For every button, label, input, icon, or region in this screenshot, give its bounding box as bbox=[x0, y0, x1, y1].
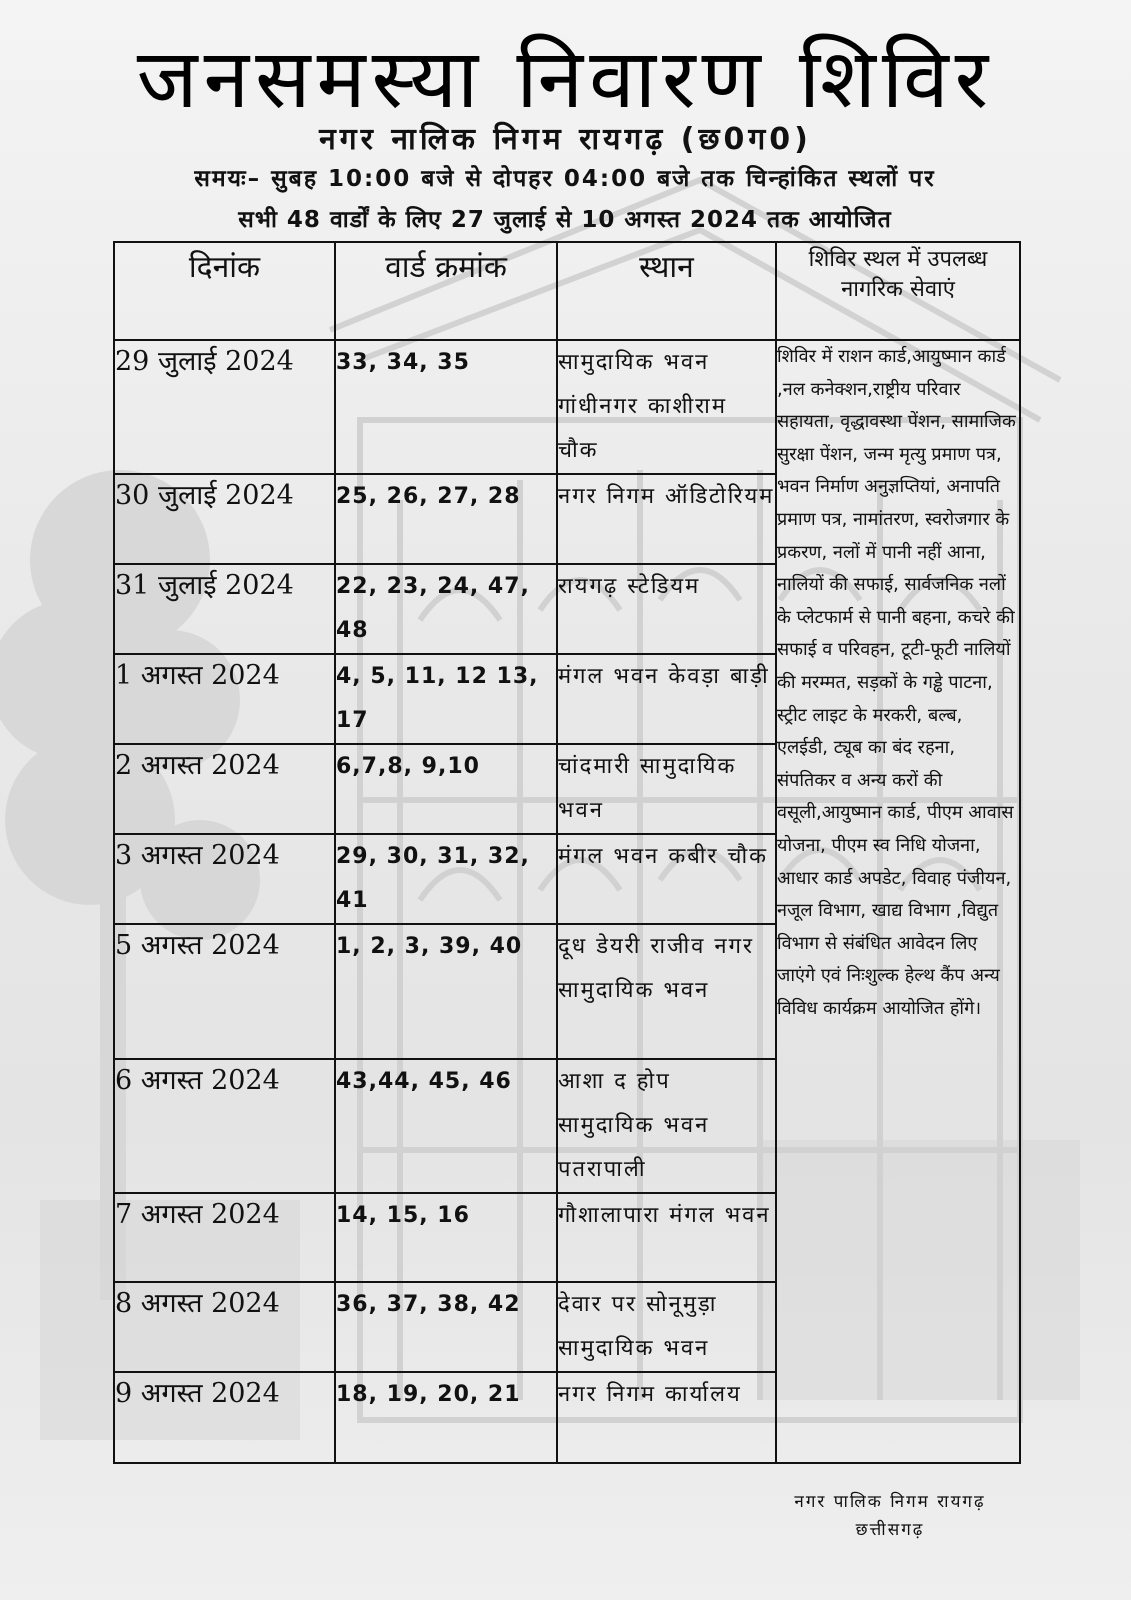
row-place: मंगल भवन केवड़ा बाड़ी bbox=[557, 654, 776, 744]
row-place: आशा द होप सामुदायिक भवन पतरापाली bbox=[557, 1059, 776, 1193]
issuer-name: नगर पालिक निगम रायगढ़ bbox=[794, 1492, 986, 1512]
timing-line: समयः– सुबह 10:00 बजे से दोपहर 04:00 बजे तक चिन्हांकित स्थलों पर bbox=[194, 166, 936, 192]
table-row bbox=[114, 340, 1020, 474]
organization-subtitle: नगर नालिक निगम रायगढ़ (छ0ग0) bbox=[319, 122, 812, 157]
row-place: सामुदायिक भवन गांधीनगर काशीराम चौक bbox=[557, 340, 776, 474]
row-wards: 43,44, 45, 46 bbox=[335, 1059, 557, 1193]
row-place: देवार पर सोनूमुड़ा सामुदायिक भवन bbox=[557, 1282, 776, 1372]
row-wards: 6,7,8, 9,10 bbox=[335, 744, 557, 834]
row-date: 5 अगस्त 2024 bbox=[114, 924, 335, 1059]
place-column-header: स्थान bbox=[557, 242, 776, 340]
services-list: शिविर में राशन कार्ड,आयुष्मान कार्ड ,नल कनेक्शन,राष्ट्रीय परिवार सहायता, वृद्धावस्था पेंशन, सामाजिक सुरक्षा पेंशन, जन्म मृत्यु प्रमाण पत्र, भवन निर्माण अनुज्ञप्तियां, अनापति प्रमाण पत्र, नामांतरण, स्वरोजगार के प्रकरण, नलों में पानी नहीं आना, नालियों की सफाई, सार्वजनिक नलों के प्लेटफार्म से पानी बहना, कचरे की सफाई व परिवहन, टूटी-फूटी नालियों की मरम्मत, सड़कों के गड्ढे पाटना, स्ट्रीट लाइट के मरकरी, बल्ब, एलईडी, ट्यूब का बंद रहना, संपतिकर व अन्य करों की वसूली,आयुष्मान कार्ड, पीएम आवास योजना, पीएम स्व निधि योजना, आधार कार्ड अपडेट, विवाह पंजीयन, नजूल विभाग, खाद्य विभाग ,विद्युत विभाग से संबंधित आवेदन लिए जाएंगे एवं निःशुल्क हेल्थ कैंप अन्य विविध कार्यक्रम आयोजित होंगे। bbox=[776, 340, 1020, 1463]
row-wards: 25, 26, 27, 28 bbox=[335, 474, 557, 564]
row-date: 31 जुलाई 2024 bbox=[114, 564, 335, 654]
row-place: नगर निगम ऑडिटोरियम bbox=[557, 474, 776, 564]
row-place: दूध डेयरी राजीव नगर सामुदायिक भवन bbox=[557, 924, 776, 1059]
services-column-header: शिविर स्थल में उपलब्ध नागरिक सेवाएं bbox=[776, 242, 1020, 340]
row-date: 8 अगस्त 2024 bbox=[114, 1282, 335, 1372]
row-wards: 18, 19, 20, 21 bbox=[335, 1372, 557, 1463]
row-place: चांदमारी सामुदायिक भवन bbox=[557, 744, 776, 834]
ward-column-header: वार्ड क्रमांक bbox=[335, 242, 557, 340]
row-date: 6 अगस्त 2024 bbox=[114, 1059, 335, 1193]
row-wards: 1, 2, 3, 39, 40 bbox=[335, 924, 557, 1059]
row-wards: 4, 5, 11, 12 13, 17 bbox=[335, 654, 557, 744]
date-column-header: दिनांक bbox=[114, 242, 335, 340]
row-place: रायगढ़ स्टेडियम bbox=[557, 564, 776, 654]
row-place: नगर निगम कार्यालय bbox=[557, 1372, 776, 1463]
row-wards: 22, 23, 24, 47, 48 bbox=[335, 564, 557, 654]
row-place: गौशालापारा मंगल भवन bbox=[557, 1193, 776, 1282]
row-date: 2 अगस्त 2024 bbox=[114, 744, 335, 834]
row-wards: 36, 37, 38, 42 bbox=[335, 1282, 557, 1372]
dates-line: सभी 48 वार्डों के लिए 27 जुलाई से 10 अगस्त 2024 तक आयोजित bbox=[238, 207, 892, 233]
poster-title: जनसमस्या निवारण शिविर bbox=[136, 32, 995, 127]
row-wards: 29, 30, 31, 32, 41 bbox=[335, 834, 557, 924]
issuer-state: छत्तीसगढ़ bbox=[855, 1520, 925, 1540]
row-date: 7 अगस्त 2024 bbox=[114, 1193, 335, 1282]
row-place: मंगल भवन कबीर चौक bbox=[557, 834, 776, 924]
row-date: 29 जुलाई 2024 bbox=[114, 340, 335, 474]
row-date: 3 अगस्त 2024 bbox=[114, 834, 335, 924]
row-wards: 14, 15, 16 bbox=[335, 1193, 557, 1282]
table-header-row bbox=[114, 242, 1020, 340]
camp-schedule-table bbox=[113, 241, 1021, 1464]
row-date: 30 जुलाई 2024 bbox=[114, 474, 335, 564]
row-date: 9 अगस्त 2024 bbox=[114, 1372, 335, 1463]
row-date: 1 अगस्त 2024 bbox=[114, 654, 335, 744]
issuer-signature-block bbox=[740, 1488, 1040, 1544]
row-wards: 33, 34, 35 bbox=[335, 340, 557, 474]
